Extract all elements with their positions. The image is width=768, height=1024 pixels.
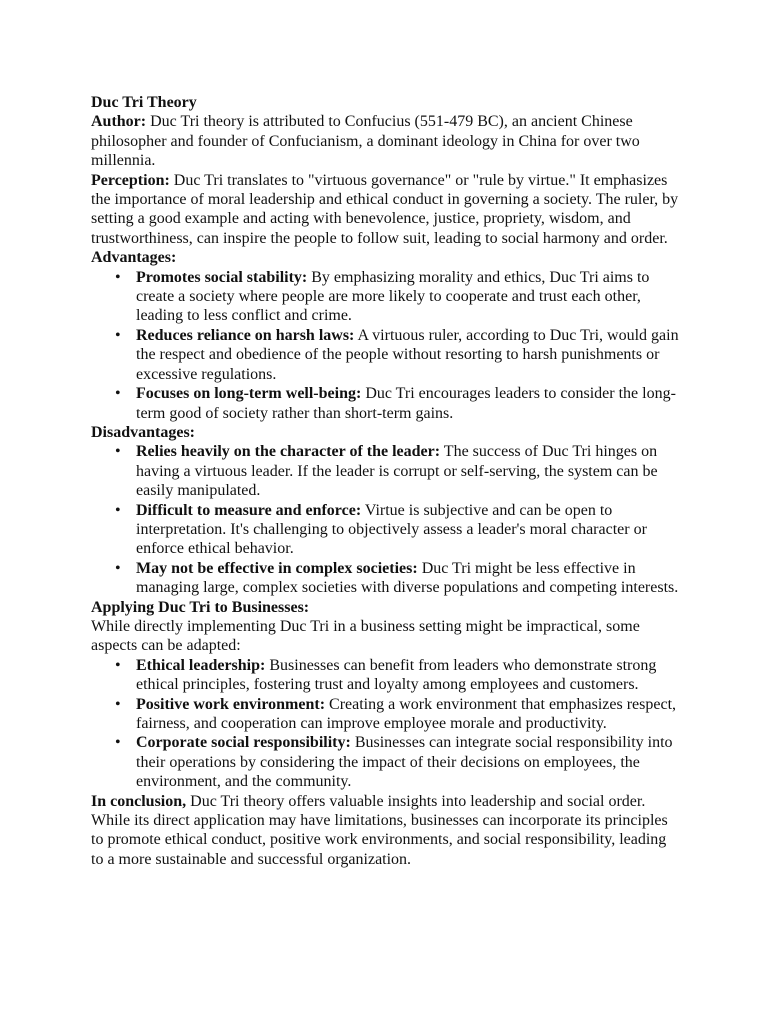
advantages-heading — [91, 248, 681, 267]
business-intro: While directly implementing Duc Tri in a business setting might be impractical, some aspects can be adapted: — [91, 617, 640, 655]
list-item-label: Ethical leadership: — [136, 656, 266, 674]
list-item-text: A virtuous ruler, according to Duc Tri, would gain the respect and obedience of the people without resorting to harsh punishments or excessive regulations. — [136, 326, 679, 383]
title-text: Duc Tri Theory — [91, 94, 197, 111]
list-item — [136, 268, 681, 326]
perception-label: Perception: — [91, 171, 170, 189]
list-item-text: Duc Tri encourages leaders to consider the long-term good of society rather than short-term gains. — [136, 385, 676, 422]
advantages-list — [91, 268, 681, 423]
disadvantages-heading-text: Disadvantages: — [91, 423, 196, 441]
list-item — [136, 501, 681, 559]
author-text: Duc Tri theory is attributed to Confucius (551-479 BC), an ancient Chinese philosopher and founder of Confucianism, a dominant ideology in China for over two millennia. — [91, 113, 640, 170]
list-item — [136, 384, 681, 423]
document-page — [91, 93, 681, 869]
list-item-text: Virtue is subjective and can be open to interpretation. It's challenging to objectively assess a leader's moral character or enforce ethical behavior. — [136, 501, 647, 558]
list-item-label: Reduces reliance on harsh laws: — [136, 326, 355, 344]
list-item-text: Duc Tri might be less effective in managing large, complex societies with diverse populations and competing interests. — [136, 559, 679, 597]
list-item-label: Positive work environment: — [136, 695, 326, 713]
conclusion-paragraph — [91, 792, 681, 870]
business-list — [91, 656, 681, 792]
perception-text: Duc Tri translates to "virtuous governance" or "rule by virtue." It emphasizes the importance of moral leadership and ethical conduct in governing a society. The ruler, by setting a good example and acting with benevolence, justice, propriety, wisdom, and trustworthiness, can inspire the people to follow suit, leading to social harmony and order. — [91, 171, 679, 247]
conclusion-text: Duc Tri theory offers valuable insights into leadership and social order. While its direct application may have limitations, businesses can incorporate its principles to promote ethical conduct, positive work environments, and social responsibility, leading to a more sustainable and successful organization. — [91, 792, 668, 868]
author-label: Author: — [91, 113, 147, 131]
list-item — [136, 733, 681, 791]
author-paragraph — [91, 112, 681, 170]
advantages-heading-text: Advantages: — [91, 249, 177, 267]
list-item-text: By emphasizing morality and ethics, Duc Tri aims to create a society where people are more likely to cooperate and trust each other, leading to less conflict and crime. — [136, 268, 650, 325]
list-item-text: Creating a work environment that emphasizes respect, fairness, and cooperation can improve employee morale and productivity. — [136, 695, 677, 732]
business-heading — [91, 598, 681, 617]
list-item — [136, 326, 681, 384]
list-item-label: Promotes social stability: — [136, 268, 308, 286]
perception-paragraph — [91, 171, 681, 249]
list-item — [136, 559, 681, 598]
list-item — [136, 656, 681, 695]
list-item — [136, 695, 681, 734]
business-heading-text: Applying Duc Tri to Businesses: — [91, 598, 310, 616]
conclusion-label: In conclusion, — [91, 792, 187, 810]
list-item-label: Focuses on long-term well-being: — [136, 385, 362, 403]
list-item-label: May not be effective in complex societies: — [136, 559, 418, 577]
list-item-label: Difficult to measure and enforce: — [136, 501, 362, 519]
list-item — [136, 442, 681, 500]
list-item-text: Businesses can benefit from leaders who demonstrate strong ethical principles, fostering trust and loyalty among employees and customers. — [136, 656, 657, 694]
list-item-label: Relies heavily on the character of the leader: — [136, 443, 441, 461]
list-item-label: Corporate social responsibility: — [136, 734, 351, 752]
disadvantages-list — [91, 442, 681, 597]
disadvantages-heading — [91, 423, 681, 442]
document-title — [91, 93, 681, 112]
list-item-text: The success of Duc Tri hinges on having a virtuous leader. If the leader is corrupt or self-serving, the system can be easily manipulated. — [136, 443, 658, 500]
list-item-text: Businesses can integrate social responsibility into their operations by considering the impact of their decisions on employees, the environment, and the community. — [136, 734, 673, 791]
